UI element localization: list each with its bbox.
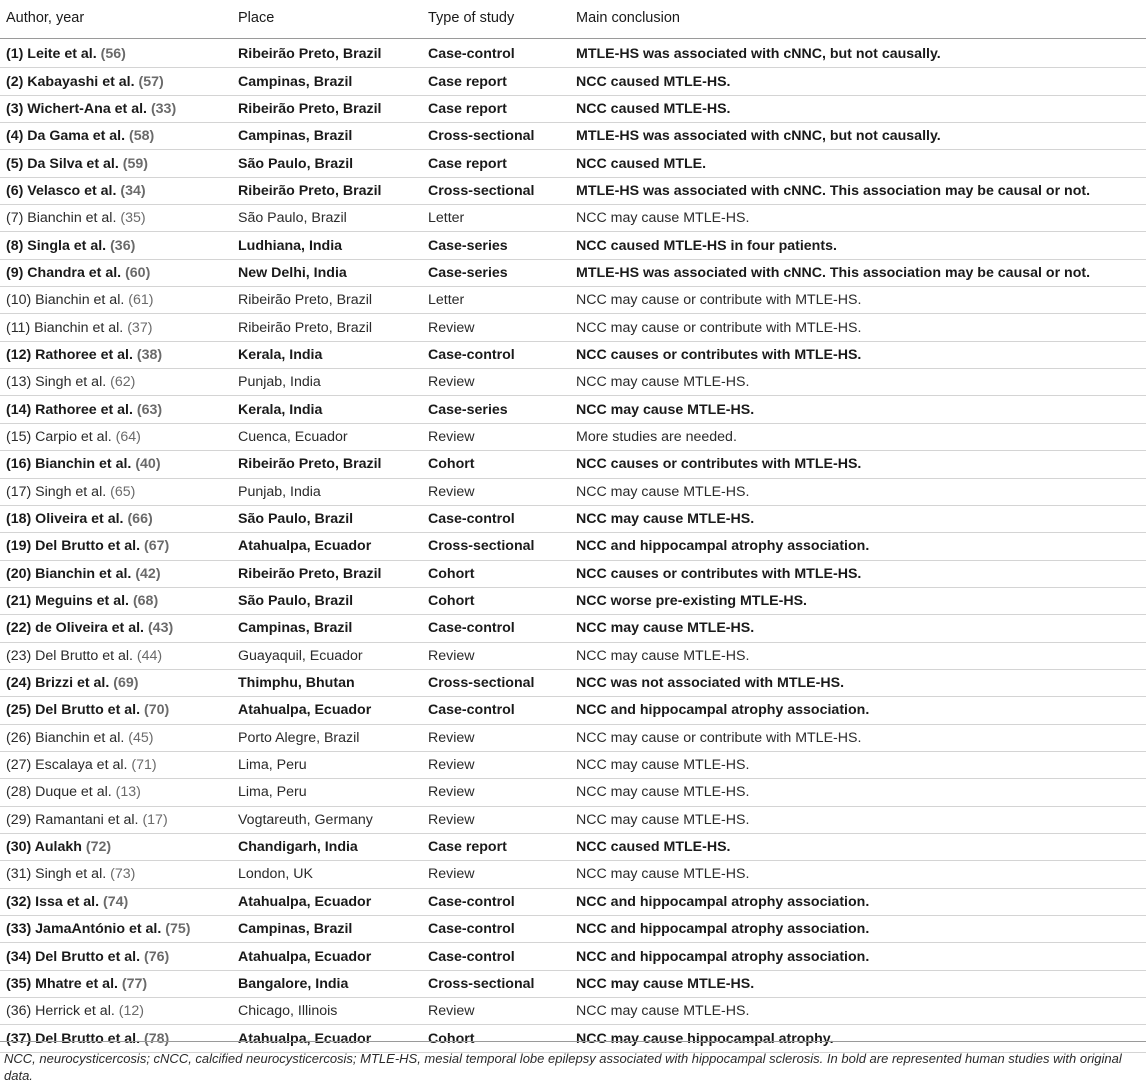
author-name: (23) Del Brutto et al. (6, 647, 133, 664)
cell-main-conclusion: NCC causes or contributes with MTLE-HS. (570, 341, 1146, 368)
cell-author-year (0, 943, 232, 970)
cell-place: Chicago, Illinois (232, 998, 422, 1025)
reference-link[interactable]: (74) (103, 893, 129, 910)
cell-author-year (0, 95, 232, 122)
table-row (0, 396, 1146, 423)
author-name: (15) Carpio et al. (6, 428, 112, 445)
cell-main-conclusion: NCC may cause or contribute with MTLE-HS. (570, 314, 1146, 341)
reference-link[interactable]: (42) (135, 565, 161, 582)
cell-type-of-study: Case-series (422, 232, 570, 259)
reference-link[interactable]: (59) (122, 155, 148, 172)
cell-type-of-study: Review (422, 369, 570, 396)
cell-place: Porto Alegre, Brazil (232, 724, 422, 751)
author-name: (21) Meguins et al. (6, 593, 129, 610)
cell-place: Atahualpa, Ecuador (232, 943, 422, 970)
cell-main-conclusion: NCC causes or contributes with MTLE-HS. (570, 560, 1146, 587)
table-row (0, 232, 1146, 259)
reference-link[interactable]: (38) (136, 346, 163, 363)
table-row (0, 177, 1146, 204)
cell-main-conclusion: NCC causes or contributes with MTLE-HS. (570, 451, 1146, 478)
cell-author-year (0, 478, 232, 505)
author-name: (12) Rathoree et al. (6, 346, 133, 363)
cell-author-year (0, 615, 232, 642)
cell-place: Atahualpa, Ecuador (232, 1025, 422, 1052)
cell-type-of-study: Cross-sectional (422, 123, 570, 150)
reference-link[interactable]: (75) (165, 921, 191, 938)
cell-author-year (0, 533, 232, 560)
cell-place: Lima, Peru (232, 779, 422, 806)
cell-main-conclusion: NCC and hippocampal atrophy association. (570, 533, 1146, 560)
table-row (0, 369, 1146, 396)
cell-main-conclusion: NCC may cause MTLE-HS. (570, 615, 1146, 642)
author-name: (31) Singh et al. (6, 866, 107, 883)
cell-place: Atahualpa, Ecuador (232, 888, 422, 915)
author-name: (8) Singla et al. (6, 237, 107, 254)
table-row (0, 478, 1146, 505)
reference-link[interactable]: (43) (147, 620, 174, 637)
author-name: (26) Bianchin et al. (6, 729, 125, 746)
reference-link[interactable]: (67) (143, 538, 170, 555)
cell-main-conclusion: NCC may cause MTLE-HS. (570, 861, 1146, 888)
table-row (0, 724, 1146, 751)
table-row (0, 751, 1146, 778)
table-row (0, 943, 1146, 970)
cell-type-of-study: Case-series (422, 396, 570, 423)
author-name: (14) Rathoree et al. (6, 401, 133, 418)
table-row (0, 697, 1146, 724)
table-row (0, 888, 1146, 915)
cell-place: Kerala, India (232, 396, 422, 423)
author-name: (25) Del Brutto et al. (6, 702, 141, 719)
author-name: (18) Oliveira et al. (6, 511, 124, 528)
cell-author-year (0, 259, 232, 286)
cell-main-conclusion: NCC caused MTLE. (570, 150, 1146, 177)
table-row (0, 505, 1146, 532)
table-row (0, 39, 1146, 68)
cell-type-of-study: Review (422, 724, 570, 751)
cell-main-conclusion: NCC may cause MTLE-HS. (570, 505, 1146, 532)
author-name: (11) Bianchin et al. (6, 319, 124, 336)
header-author-year: Author, year (6, 10, 85, 26)
cell-main-conclusion: NCC caused MTLE-HS in four patients. (570, 232, 1146, 259)
reference-link[interactable]: (76) (143, 948, 170, 965)
cell-place: Ribeirão Preto, Brazil (232, 560, 422, 587)
author-name: (1) Leite et al. (6, 46, 97, 63)
cell-place: Thimphu, Bhutan (232, 669, 422, 696)
cell-type-of-study: Review (422, 751, 570, 778)
cell-author-year (0, 560, 232, 587)
cell-author-year (0, 451, 232, 478)
cell-type-of-study: Cohort (422, 587, 570, 614)
cell-place: New Delhi, India (232, 259, 422, 286)
cell-type-of-study: Case-control (422, 341, 570, 368)
cell-main-conclusion: MTLE-HS was associated with cNNC, but not causally. (570, 39, 1146, 68)
cell-main-conclusion: NCC was not associated with MTLE-HS. (570, 669, 1146, 696)
cell-place: Ribeirão Preto, Brazil (232, 177, 422, 204)
cell-type-of-study: Letter (422, 205, 570, 232)
cell-author-year (0, 724, 232, 751)
cell-main-conclusion: NCC may cause MTLE-HS. (570, 642, 1146, 669)
studies-table (0, 10, 1146, 1053)
author-name: (19) Del Brutto et al. (6, 538, 141, 555)
author-name: (29) Ramantani et al. (6, 811, 139, 828)
cell-type-of-study: Case report (422, 150, 570, 177)
author-name: (17) Singh et al. (6, 483, 107, 500)
cell-main-conclusion: NCC may cause MTLE-HS. (570, 205, 1146, 232)
cell-author-year (0, 232, 232, 259)
cell-type-of-study: Case-control (422, 888, 570, 915)
reference-link[interactable]: (73) (110, 866, 136, 883)
cell-author-year (0, 697, 232, 724)
cell-author-year (0, 396, 232, 423)
reference-link[interactable]: (45) (128, 729, 154, 746)
cell-author-year (0, 423, 232, 450)
reference-link[interactable]: (69) (113, 675, 139, 692)
table-row (0, 205, 1146, 232)
cell-main-conclusion: NCC may cause MTLE-HS. (570, 970, 1146, 997)
reference-link[interactable]: (56) (100, 46, 126, 63)
cell-author-year (0, 123, 232, 150)
cell-place: Cuenca, Ecuador (232, 423, 422, 450)
cell-type-of-study: Case report (422, 833, 570, 860)
cell-place: Lima, Peru (232, 751, 422, 778)
author-name: (2) Kabayashi et al. (6, 73, 135, 90)
cell-main-conclusion: NCC and hippocampal atrophy association. (570, 888, 1146, 915)
table-row (0, 95, 1146, 122)
table-row (0, 150, 1146, 177)
cell-type-of-study: Case-control (422, 39, 570, 68)
cell-main-conclusion: NCC worse pre-existing MTLE-HS. (570, 587, 1146, 614)
table-row (0, 615, 1146, 642)
reference-link[interactable]: (66) (127, 511, 153, 528)
cell-main-conclusion: NCC may cause MTLE-HS. (570, 751, 1146, 778)
cell-author-year (0, 751, 232, 778)
author-name: (35) Mhatre et al. (6, 975, 118, 992)
table-row (0, 642, 1146, 669)
table-bottom-rule (0, 1041, 1146, 1042)
cell-place: Bangalore, India (232, 970, 422, 997)
reference-link[interactable]: (62) (110, 374, 136, 391)
table-row (0, 341, 1146, 368)
cell-type-of-study: Case-control (422, 697, 570, 724)
table-row (0, 423, 1146, 450)
cell-place: São Paulo, Brazil (232, 505, 422, 532)
cell-type-of-study: Review (422, 314, 570, 341)
cell-type-of-study: Review (422, 423, 570, 450)
reference-link[interactable]: (72) (85, 839, 112, 856)
table-row (0, 779, 1146, 806)
reference-link[interactable]: (13) (115, 784, 141, 801)
author-name: (32) Issa et al. (6, 893, 100, 910)
cell-author-year (0, 505, 232, 532)
author-name: (7) Bianchin et al. (6, 210, 117, 227)
cell-main-conclusion: NCC caused MTLE-HS. (570, 833, 1146, 860)
reference-link[interactable]: (33) (150, 100, 177, 117)
cell-place: Ribeirão Preto, Brazil (232, 287, 422, 314)
cell-type-of-study: Review (422, 478, 570, 505)
cell-place: Ludhiana, India (232, 232, 422, 259)
cell-author-year (0, 998, 232, 1025)
cell-type-of-study: Case report (422, 95, 570, 122)
cell-main-conclusion: NCC may cause MTLE-HS. (570, 806, 1146, 833)
cell-author-year (0, 861, 232, 888)
table-row (0, 806, 1146, 833)
cell-author-year (0, 806, 232, 833)
cell-place: Ribeirão Preto, Brazil (232, 39, 422, 68)
table-row (0, 916, 1146, 943)
reference-link[interactable]: (37) (127, 319, 153, 336)
cell-type-of-study: Cross-sectional (422, 970, 570, 997)
table-row (0, 861, 1146, 888)
author-name: (4) Da Gama et al. (6, 128, 126, 145)
cell-main-conclusion: More studies are needed. (570, 423, 1146, 450)
header-main-conclusion: Main conclusion (576, 10, 680, 26)
table-header (0, 10, 1146, 39)
reference-link[interactable]: (44) (136, 647, 163, 664)
cell-place: Ribeirão Preto, Brazil (232, 314, 422, 341)
table-body (0, 39, 1146, 1053)
cell-type-of-study: Cross-sectional (422, 533, 570, 560)
reference-link[interactable]: (61) (128, 292, 154, 309)
cell-place: Campinas, Brazil (232, 615, 422, 642)
reference-link[interactable]: (63) (136, 401, 163, 418)
table-row (0, 259, 1146, 286)
cell-author-year (0, 1025, 232, 1052)
reference-link[interactable]: (71) (131, 757, 157, 774)
cell-place: São Paulo, Brazil (232, 205, 422, 232)
cell-main-conclusion: NCC may cause hippocampal atrophy. (570, 1025, 1146, 1052)
cell-main-conclusion: NCC and hippocampal atrophy association. (570, 697, 1146, 724)
reference-link[interactable]: (77) (121, 975, 148, 992)
cell-place: Atahualpa, Ecuador (232, 697, 422, 724)
author-name: (36) Herrick et al. (6, 1003, 115, 1020)
cell-place: Atahualpa, Ecuador (232, 533, 422, 560)
cell-main-conclusion: NCC may cause MTLE-HS. (570, 478, 1146, 505)
cell-author-year (0, 916, 232, 943)
table-row (0, 560, 1146, 587)
table-row (0, 1025, 1146, 1052)
cell-main-conclusion: NCC caused MTLE-HS. (570, 95, 1146, 122)
cell-main-conclusion: MTLE-HS was associated with cNNC. This association may be causal or not. (570, 259, 1146, 286)
reference-link[interactable]: (68) (132, 593, 159, 610)
table-row (0, 587, 1146, 614)
cell-type-of-study: Case-control (422, 916, 570, 943)
author-name: (24) Brizzi et al. (6, 675, 110, 692)
cell-author-year (0, 669, 232, 696)
cell-place: Ribeirão Preto, Brazil (232, 95, 422, 122)
cell-place: Campinas, Brazil (232, 123, 422, 150)
reference-link[interactable]: (65) (110, 483, 136, 500)
reference-link[interactable]: (78) (143, 1030, 170, 1047)
cell-main-conclusion: NCC may cause or contribute with MTLE-HS. (570, 724, 1146, 751)
cell-type-of-study: Case-series (422, 259, 570, 286)
cell-author-year (0, 779, 232, 806)
cell-type-of-study: Review (422, 806, 570, 833)
table-row (0, 68, 1146, 95)
header-type-of-study: Type of study (428, 10, 515, 26)
cell-author-year (0, 150, 232, 177)
cell-author-year (0, 369, 232, 396)
cell-author-year (0, 314, 232, 341)
table-row (0, 451, 1146, 478)
table-row (0, 287, 1146, 314)
cell-type-of-study: Case-control (422, 943, 570, 970)
cell-type-of-study: Review (422, 642, 570, 669)
reference-link[interactable]: (36) (110, 237, 136, 254)
author-name: (16) Bianchin et al. (6, 456, 132, 473)
table-row (0, 123, 1146, 150)
cell-main-conclusion: NCC may cause MTLE-HS. (570, 396, 1146, 423)
cell-author-year (0, 587, 232, 614)
cell-main-conclusion: NCC may cause MTLE-HS. (570, 369, 1146, 396)
cell-author-year (0, 39, 232, 68)
cell-place: Vogtareuth, Germany (232, 806, 422, 833)
cell-main-conclusion: NCC and hippocampal atrophy association. (570, 943, 1146, 970)
cell-place: Campinas, Brazil (232, 68, 422, 95)
author-name: (6) Velasco et al. (6, 182, 117, 199)
table-row (0, 669, 1146, 696)
cell-author-year (0, 68, 232, 95)
cell-place: Punjab, India (232, 369, 422, 396)
author-name: (20) Bianchin et al. (6, 565, 132, 582)
author-name: (22) de Oliveira et al. (6, 620, 144, 637)
reference-link[interactable]: (12) (118, 1003, 144, 1020)
cell-type-of-study: Case report (422, 68, 570, 95)
author-name: (10) Bianchin et al. (6, 292, 125, 309)
author-name: (34) Del Brutto et al. (6, 948, 141, 965)
author-name: (3) Wichert-Ana et al. (6, 100, 147, 117)
cell-main-conclusion: NCC may cause MTLE-HS. (570, 779, 1146, 806)
header-place: Place (238, 10, 275, 26)
author-name: (9) Chandra et al. (6, 264, 122, 281)
header-row (0, 10, 1146, 39)
cell-type-of-study: Review (422, 779, 570, 806)
cell-place: Guayaquil, Ecuador (232, 642, 422, 669)
reference-link[interactable]: (17) (142, 811, 168, 828)
author-name: (27) Escalaya et al. (6, 757, 128, 774)
cell-place: Chandigarh, India (232, 833, 422, 860)
reference-link[interactable]: (40) (135, 456, 161, 473)
cell-type-of-study: Cohort (422, 560, 570, 587)
author-name: (33) JamaAntónio et al. (6, 921, 162, 938)
cell-author-year (0, 888, 232, 915)
cell-author-year (0, 205, 232, 232)
cell-author-year (0, 341, 232, 368)
cell-main-conclusion: NCC may cause MTLE-HS. (570, 998, 1146, 1025)
cell-main-conclusion: NCC and hippocampal atrophy association. (570, 916, 1146, 943)
cell-author-year (0, 177, 232, 204)
cell-place: Kerala, India (232, 341, 422, 368)
reference-link[interactable]: (70) (143, 702, 170, 719)
author-name: (30) Aulakh (6, 839, 82, 856)
cell-type-of-study: Cross-sectional (422, 669, 570, 696)
cell-type-of-study: Cohort (422, 1025, 570, 1052)
reference-link[interactable]: (64) (115, 428, 141, 445)
author-name: (13) Singh et al. (6, 374, 107, 391)
table-footnote: NCC, neurocysticercosis; cNCC, calcified neurocysticercosis; MTLE-HS, mesial temporal lobe epilepsy associated with hippocampal sclerosis. In bold are represented human studies with original data. (4, 1051, 1122, 1083)
table-row (0, 998, 1146, 1025)
cell-main-conclusion: NCC caused MTLE-HS. (570, 68, 1146, 95)
author-name: (5) Da Silva et al. (6, 155, 119, 172)
cell-main-conclusion: MTLE-HS was associated with cNNC, but not causally. (570, 123, 1146, 150)
table-row (0, 533, 1146, 560)
reference-link[interactable]: (58) (129, 128, 155, 145)
cell-type-of-study: Case-control (422, 505, 570, 532)
table-row (0, 314, 1146, 341)
cell-author-year (0, 833, 232, 860)
cell-place: Campinas, Brazil (232, 916, 422, 943)
cell-place: São Paulo, Brazil (232, 587, 422, 614)
cell-type-of-study: Cross-sectional (422, 177, 570, 204)
author-name: (28) Duque et al. (6, 784, 112, 801)
cell-author-year (0, 970, 232, 997)
cell-author-year (0, 287, 232, 314)
cell-type-of-study: Letter (422, 287, 570, 314)
reference-link[interactable]: (60) (125, 264, 151, 281)
cell-place: Punjab, India (232, 478, 422, 505)
table-row (0, 833, 1146, 860)
reference-link[interactable]: (57) (138, 73, 164, 90)
cell-type-of-study: Review (422, 998, 570, 1025)
cell-main-conclusion: MTLE-HS was associated with cNNC. This association may be causal or not. (570, 177, 1146, 204)
cell-type-of-study: Review (422, 861, 570, 888)
cell-place: London, UK (232, 861, 422, 888)
cell-place: Ribeirão Preto, Brazil (232, 451, 422, 478)
cell-main-conclusion: NCC may cause or contribute with MTLE-HS. (570, 287, 1146, 314)
cell-author-year (0, 642, 232, 669)
cell-type-of-study: Case-control (422, 615, 570, 642)
reference-link[interactable]: (35) (120, 210, 146, 227)
table-row (0, 970, 1146, 997)
reference-link[interactable]: (34) (120, 182, 146, 199)
cell-place: São Paulo, Brazil (232, 150, 422, 177)
author-name: (37) Del Brutto et al. (6, 1030, 141, 1047)
cell-type-of-study: Cohort (422, 451, 570, 478)
